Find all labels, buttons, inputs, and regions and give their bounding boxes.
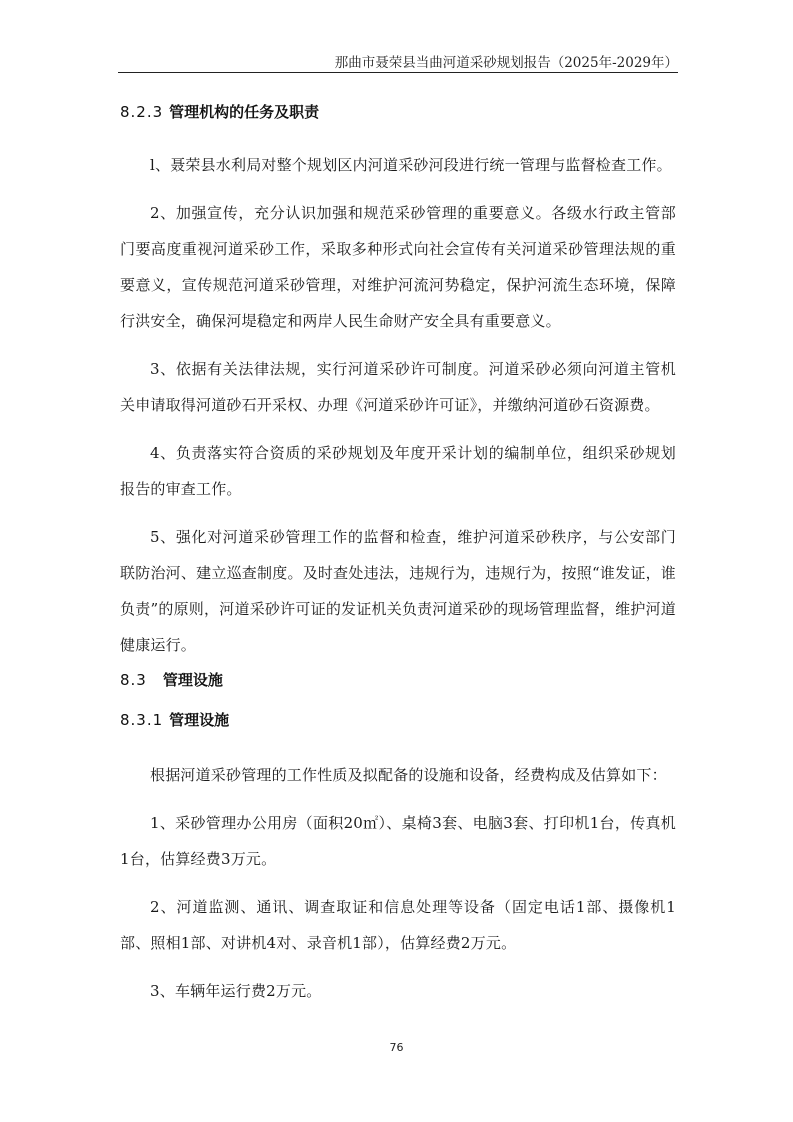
paragraph-8-3-1-item-3: 3、车辆年运行费2万元。: [150, 982, 322, 1000]
paragraph-8-3-1-intro: 根据河道采砂管理的工作性质及拟配备的设施和设备，经费构成及估算如下：: [150, 766, 667, 784]
document-body: [120, 95, 676, 1021]
section-number: 8.3: [120, 671, 147, 689]
paragraph-8-3-1-item-1: 1、采砂管理办公用房（面积20㎡）、桌椅3套、电脑3套、打印机1台，传真机1台，估算经费3万元。: [120, 814, 676, 868]
paragraph-8-2-3-item-1: l、聂荣县水利局对整个规划区内河道采砂河段进行统一管理与监督检查工作。: [150, 156, 672, 174]
section-heading-8-3: [120, 667, 676, 693]
section-heading-8-3-1: [120, 707, 676, 733]
section-number: 8.3.1: [120, 711, 164, 729]
section-heading-8-2-3: [120, 99, 676, 125]
running-header: 那曲市聂荣县当曲河道采砂规划报告（2025年-2029年）: [334, 55, 678, 71]
paragraph-8-2-3-item-4: 4、负责落实符合资质的采砂规划及年度开采计划的编制单位，组织采砂规划报告的审查工作。: [120, 444, 676, 498]
section-title: 管理设施: [169, 711, 230, 729]
paragraph-8-3-1-item-2: 2、河道监测、通讯、调查取证和信息处理等设备（固定电话1部、摄像机1部、照相1部、对讲机4对、录音机1部），估算经费2万元。: [120, 898, 676, 952]
paragraph-8-2-3-item-3: 3、依据有关法律法规，实行河道采砂许可制度。河道采砂必须向河道主管机关申请取得河道砂石开采权、办理《河道采砂许可证》，并缴纳河道砂石资源费。: [120, 360, 676, 414]
section-number: 8.2.3: [120, 103, 164, 121]
header-rule: [118, 72, 678, 73]
paragraph-8-2-3-item-2: 2、加强宣传，充分认识加强和规范采砂管理的重要意义。各级水行政主管部门要高度重视河道采砂工作，采取多种形式向社会宣传有关河道采砂管理法规的重要意义，宣传规范河道采砂管理，对维护河流河势稳定，保护河流生态环境，保障行洪安全，确保河堤稳定和两岸人民生命财产安全具有重要意义。: [120, 204, 676, 330]
section-title: 管理设施: [162, 671, 223, 689]
paragraph-8-2-3-item-5: 5、强化对河道采砂管理工作的监督和检查，维护河道采砂秩序，与公安部门联防治河、建立巡查制度。及时查处违法，违规行为，违规行为，按照“谁发证，谁负责”的原则，河道采砂许可证的发证机关负责河道采砂的现场管理监督，维护河道健康运行。: [120, 528, 676, 654]
page-number: 76: [389, 1041, 404, 1054]
section-title: 管理机构的任务及职责: [169, 103, 320, 121]
